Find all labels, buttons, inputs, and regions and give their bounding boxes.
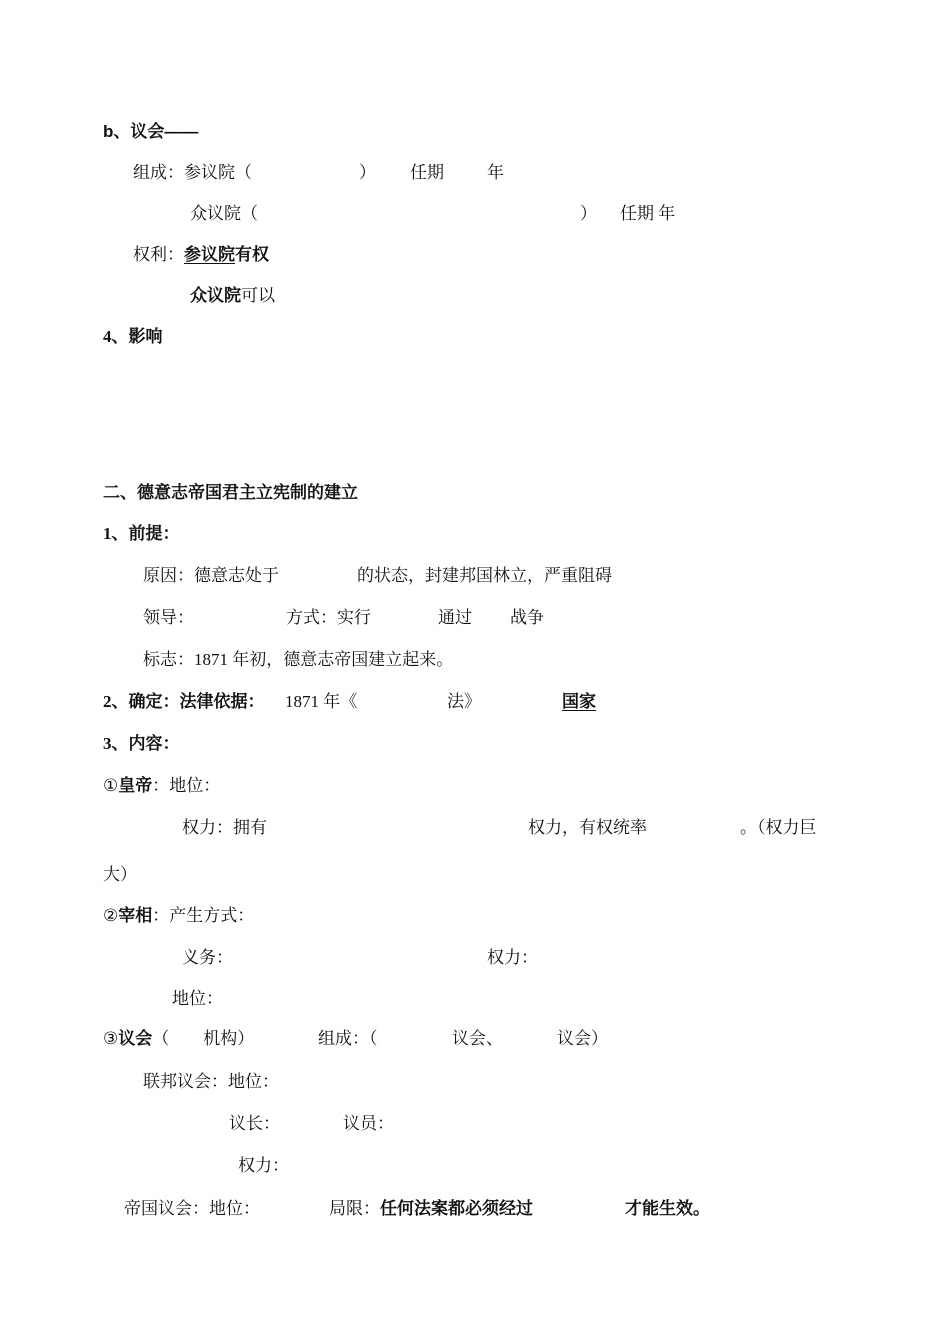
confirm-state: 国家 <box>562 692 596 711</box>
symbol-line: 标志：1871 年初，德意志帝国建立起来。 <box>143 650 454 669</box>
reason-label: 原因：德意志处于 <box>143 566 279 585</box>
federal-council-members: 议员： <box>343 1114 394 1133</box>
through-label: 通过 <box>438 608 472 627</box>
parliament-composition-label: 组成：（ <box>318 1029 378 1048</box>
war-label: 战争 <box>510 608 544 627</box>
composition-senate-label: 组成：参议院（ <box>133 163 252 182</box>
premise-heading: 1、前提： <box>103 524 180 543</box>
composition-senate-line <box>133 162 252 184</box>
house-bold-label: 众议院 <box>190 286 241 305</box>
item-one-marker: ① <box>103 776 119 796</box>
emperor-title: 皇帝 <box>118 776 153 795</box>
emperor-power-end: 。（权力巨 <box>740 818 817 837</box>
emperor-power-text: 权力，有权统率 <box>528 818 647 837</box>
parliament-first-chamber: 议会、 <box>452 1029 503 1048</box>
senate-rights-text: 有权 <box>235 245 269 264</box>
emperor-line <box>103 775 220 797</box>
chancellor-status-label: 地位： <box>172 989 223 1008</box>
federal-council-power: 权力： <box>238 1156 289 1175</box>
house-rights-text: 可以 <box>241 286 275 305</box>
house-term-label: 任期 年 <box>620 204 676 223</box>
chancellor-duty-label: 义务： <box>182 948 233 967</box>
senate-close-paren: ） <box>359 163 376 182</box>
section-b-heading: b、议会—— <box>103 122 199 141</box>
confirm-label: 2、确定：法律依据： <box>103 692 265 711</box>
rights-house-line <box>190 285 275 307</box>
house-label: 众议院（ <box>190 204 258 223</box>
confirm-year: 1871 年《 <box>285 692 358 711</box>
chancellor-power-label: 权力： <box>487 948 538 967</box>
federal-council-speaker: 议长： <box>229 1114 280 1133</box>
reason-text: 的状态，封建邦国林立，严重阻碍 <box>357 566 612 585</box>
emperor-power-label: 权力：拥有 <box>182 818 267 837</box>
parliament-second-chamber: 议会） <box>557 1029 608 1048</box>
reichstag-status: 帝国议会：地位： <box>124 1199 260 1218</box>
senate-year-label: 年 <box>487 163 504 182</box>
federal-council-status: 联邦议会：地位： <box>143 1072 279 1091</box>
item-two-marker: ② <box>103 906 119 926</box>
chancellor-line <box>103 905 254 927</box>
influence-heading: 4、影响 <box>103 327 163 346</box>
reichstag-limit-end: 才能生效。 <box>625 1199 710 1218</box>
parliament-title: 议会 <box>118 1029 153 1048</box>
rights-senate-line <box>133 244 269 266</box>
section-two-heading: 二、德意志帝国君主立宪制的建立 <box>103 483 358 502</box>
content-heading: 3、内容： <box>103 734 180 753</box>
chancellor-title: 宰相 <box>118 906 153 925</box>
leader-label: 领导： <box>143 608 194 627</box>
senate-bold-label: 参议院 <box>184 245 235 264</box>
item-three-marker: ③ <box>103 1029 119 1049</box>
parliament-line <box>103 1028 254 1050</box>
emperor-status-label: ：地位： <box>152 776 221 795</box>
senate-term-label: 任期 <box>410 163 444 182</box>
house-close-paren: ） <box>580 204 597 223</box>
method-label: 方式：实行 <box>286 608 371 627</box>
rights-label: 权利： <box>133 245 184 264</box>
chancellor-appointment-label: ：产生方式： <box>152 906 255 925</box>
confirm-law: 法》 <box>447 692 481 711</box>
reichstag-limit-text: 任何法案都必须经过 <box>380 1199 533 1218</box>
reichstag-limit-line <box>329 1198 533 1220</box>
emperor-power-wrap: 大） <box>103 865 137 884</box>
parliament-organ-label: （ 机构） <box>152 1029 255 1048</box>
reichstag-limit-label: 局限： <box>329 1199 380 1218</box>
